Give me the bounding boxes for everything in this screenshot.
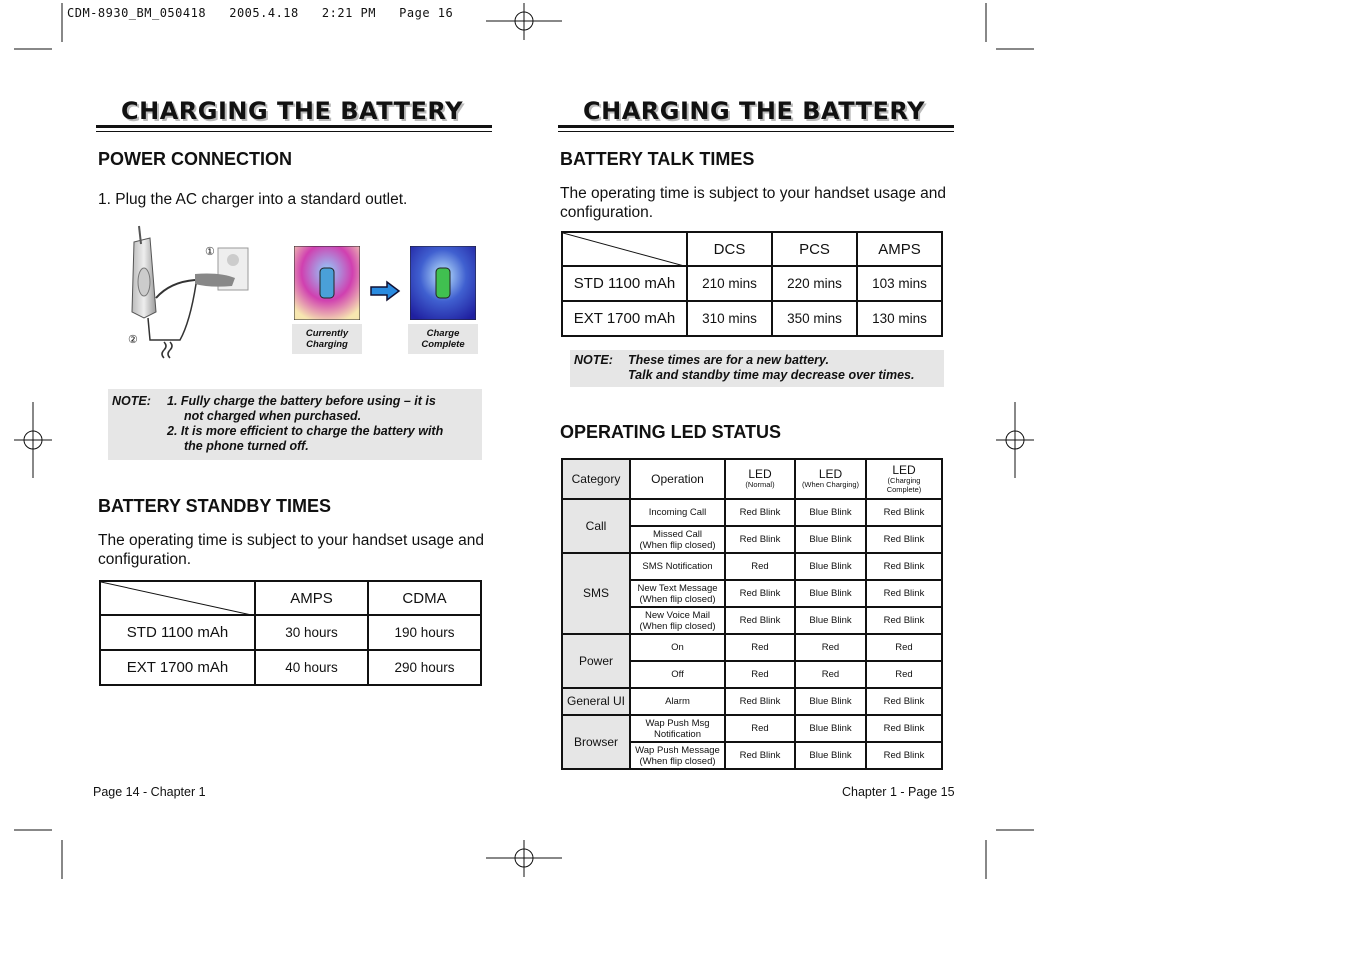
led-header-charging [795, 459, 866, 499]
right-footer: Chapter 1 - Page 15 [842, 785, 955, 799]
right-title-rule [558, 125, 954, 128]
led-operation-cell [630, 661, 725, 688]
marker-1: ① [205, 246, 215, 258]
led-header-charging-sub: (When Charging) [801, 480, 860, 489]
left-note-line1: 1. Fully charge the battery before using – it is [167, 394, 436, 408]
caption-currently-charging [292, 324, 362, 354]
led-operation-label: Off [671, 669, 684, 680]
led-header-normal-label: LED [748, 467, 772, 481]
led-value-cell: Red [725, 661, 795, 688]
left-note-line2b: the phone turned off. [184, 439, 309, 453]
caption-complete-line1: Charge [426, 328, 460, 339]
left-page-title: CHARGING THE BATTERY [121, 97, 463, 125]
standby-row-label: EXT 1700 mAh [100, 650, 255, 685]
led-value-cell: Red Blink [866, 553, 942, 580]
caption-complete-line2: Complete [421, 339, 465, 350]
print-header: CDM-8930_BM_050418 2005.4.18 2:21 PM Page 16 [67, 6, 454, 20]
led-row [562, 499, 942, 526]
battery-complete-image [410, 246, 476, 320]
left-note-label: NOTE: [112, 394, 151, 408]
led-operation-cell [630, 499, 725, 526]
standby-intro: The operating time is subject to your handset usage and configuration. [98, 532, 485, 568]
led-operation-label: Wap Push Message [635, 744, 720, 756]
led-status-table [561, 458, 943, 770]
led-header-category: Category [562, 459, 630, 499]
right-note-label: NOTE: [574, 353, 613, 367]
led-operation-label: SMS Notification [642, 561, 713, 572]
caption-currently-line2: Charging [306, 339, 348, 350]
led-value-cell: Blue Blink [795, 742, 866, 769]
led-row [562, 553, 942, 580]
led-header-complete [866, 459, 942, 499]
led-operation-sublabel: (When flip closed) [639, 755, 716, 767]
led-operation-cell [630, 553, 725, 580]
talk-intro: The operating time is subject to your handset usage and configuration. [560, 185, 947, 221]
standby-cell: 30 hours [255, 615, 368, 650]
talk-col-header: DCS [687, 232, 772, 266]
led-operation-cell [630, 607, 725, 634]
led-category-cell: Call [562, 499, 630, 553]
led-operation-cell [630, 688, 725, 715]
led-operation-cell [630, 580, 725, 607]
right-page-title: CHARGING THE BATTERY [583, 97, 925, 125]
standby-cell: 190 hours [368, 615, 481, 650]
talk-table [561, 231, 943, 337]
led-operation-cell [630, 526, 725, 553]
power-connection-heading: POWER CONNECTION [98, 149, 293, 169]
talk-row-label: EXT 1700 mAh [562, 301, 687, 336]
led-value-cell: Red Blink [866, 526, 942, 553]
led-header-complete-sub: (Charging Complete) [886, 475, 922, 494]
talk-cell: 350 mins [772, 301, 857, 336]
led-category-cell: General UI [562, 688, 630, 715]
right-note-line2: Talk and standby time may decrease over times. [628, 368, 915, 382]
led-value-cell: Blue Blink [795, 688, 866, 715]
led-value-cell: Red Blink [725, 607, 795, 634]
led-row [562, 634, 942, 661]
power-step-1: 1. Plug the AC charger into a standard outlet. [98, 191, 408, 208]
led-value-cell: Blue Blink [795, 580, 866, 607]
led-value-cell: Red Blink [866, 607, 942, 634]
led-value-cell: Red Blink [725, 580, 795, 607]
corner-diagonal [101, 582, 256, 616]
led-value-cell: Blue Blink [795, 715, 866, 742]
standby-cell: 40 hours [255, 650, 368, 685]
talk-cell: 310 mins [687, 301, 772, 336]
led-header-normal-sub: (Normal) [745, 480, 775, 489]
led-value-cell: Red [725, 553, 795, 580]
talk-heading: BATTERY TALK TIMES [560, 149, 755, 169]
led-header-operation: Operation [630, 459, 725, 499]
led-value-cell: Red [725, 634, 795, 661]
left-note-line2: 2. It is more efficient to charge the battery with [167, 424, 444, 438]
led-value-cell: Red Blink [725, 742, 795, 769]
led-value-cell: Red Blink [866, 580, 942, 607]
right-note-line1: These times are for a new battery. [628, 353, 830, 367]
led-operation-label: Alarm [665, 696, 690, 707]
right-arrow-icon [369, 280, 401, 302]
led-operation-label: New Text Message [637, 582, 718, 594]
right-note-box [570, 350, 944, 387]
led-value-cell: Red Blink [866, 688, 942, 715]
led-value-cell: Red Blink [725, 499, 795, 526]
led-value-cell: Red [795, 661, 866, 688]
led-operation-sublabel: (When flip closed) [639, 539, 716, 551]
left-footer: Page 14 - Chapter 1 [93, 785, 206, 799]
led-row [562, 688, 942, 715]
talk-cell: 220 mins [772, 266, 857, 301]
led-value-cell: Red [866, 661, 942, 688]
led-value-cell: Blue Blink [795, 553, 866, 580]
battery-charging-image [294, 246, 360, 320]
led-value-cell: Red Blink [725, 526, 795, 553]
standby-col-header: AMPS [255, 581, 368, 615]
led-category-cell: SMS [562, 553, 630, 634]
led-operation-sublabel: (When flip closed) [639, 620, 716, 632]
led-value-cell: Red Blink [725, 688, 795, 715]
left-note-box [108, 389, 482, 460]
standby-corner-cell [100, 581, 255, 615]
talk-corner-cell [562, 232, 687, 266]
led-value-cell: Blue Blink [795, 499, 866, 526]
led-operation-sublabel: Notification [654, 728, 701, 740]
talk-row-label: STD 1100 mAh [562, 266, 687, 301]
talk-col-header: PCS [772, 232, 857, 266]
led-value-cell: Blue Blink [795, 526, 866, 553]
led-value-cell: Red Blink [866, 715, 942, 742]
led-header-normal [725, 459, 795, 499]
led-operation-cell [630, 715, 725, 742]
caption-currently-line1: Currently [305, 328, 349, 339]
left-title-rule [96, 125, 492, 128]
talk-cell: 130 mins [857, 301, 942, 336]
talk-col-header: AMPS [857, 232, 942, 266]
led-value-cell: Red [866, 634, 942, 661]
led-operation-label: On [671, 642, 684, 653]
standby-heading: BATTERY STANDBY TIMES [98, 496, 332, 516]
phone-charger-illustration [120, 222, 260, 362]
corner-diagonal [563, 233, 688, 267]
talk-cell: 210 mins [687, 266, 772, 301]
led-operation-cell [630, 634, 725, 661]
led-heading: OPERATING LED STATUS [560, 422, 782, 442]
led-operation-cell [630, 742, 725, 769]
led-operation-label: Incoming Call [648, 507, 707, 518]
led-value-cell: Red Blink [866, 742, 942, 769]
standby-col-header: CDMA [368, 581, 481, 615]
led-row [562, 715, 942, 742]
caption-charge-complete [408, 324, 478, 354]
led-value-cell: Red [795, 634, 866, 661]
led-operation-sublabel: (When flip closed) [639, 593, 716, 605]
led-value-cell: Red Blink [866, 499, 942, 526]
marker-2: ② [128, 334, 138, 346]
led-operation-label: Missed Call [652, 528, 703, 540]
led-operation-label: New Voice Mail [645, 609, 710, 621]
led-category-cell: Power [562, 634, 630, 688]
led-operation-label: Wap Push Msg [645, 717, 710, 729]
standby-cell: 290 hours [368, 650, 481, 685]
led-header-complete-label: LED [892, 462, 916, 477]
standby-table [99, 580, 482, 686]
led-category-cell: Browser [562, 715, 630, 769]
led-header-charging-label: LED [818, 467, 843, 481]
standby-row-label: STD 1100 mAh [100, 615, 255, 650]
left-title-rule-thin [96, 131, 492, 132]
led-value-cell: Blue Blink [795, 607, 866, 634]
left-note-line1b: not charged when purchased. [184, 409, 362, 423]
talk-cell: 103 mins [857, 266, 942, 301]
right-title-rule-thin [558, 131, 954, 132]
led-value-cell: Red [725, 715, 795, 742]
